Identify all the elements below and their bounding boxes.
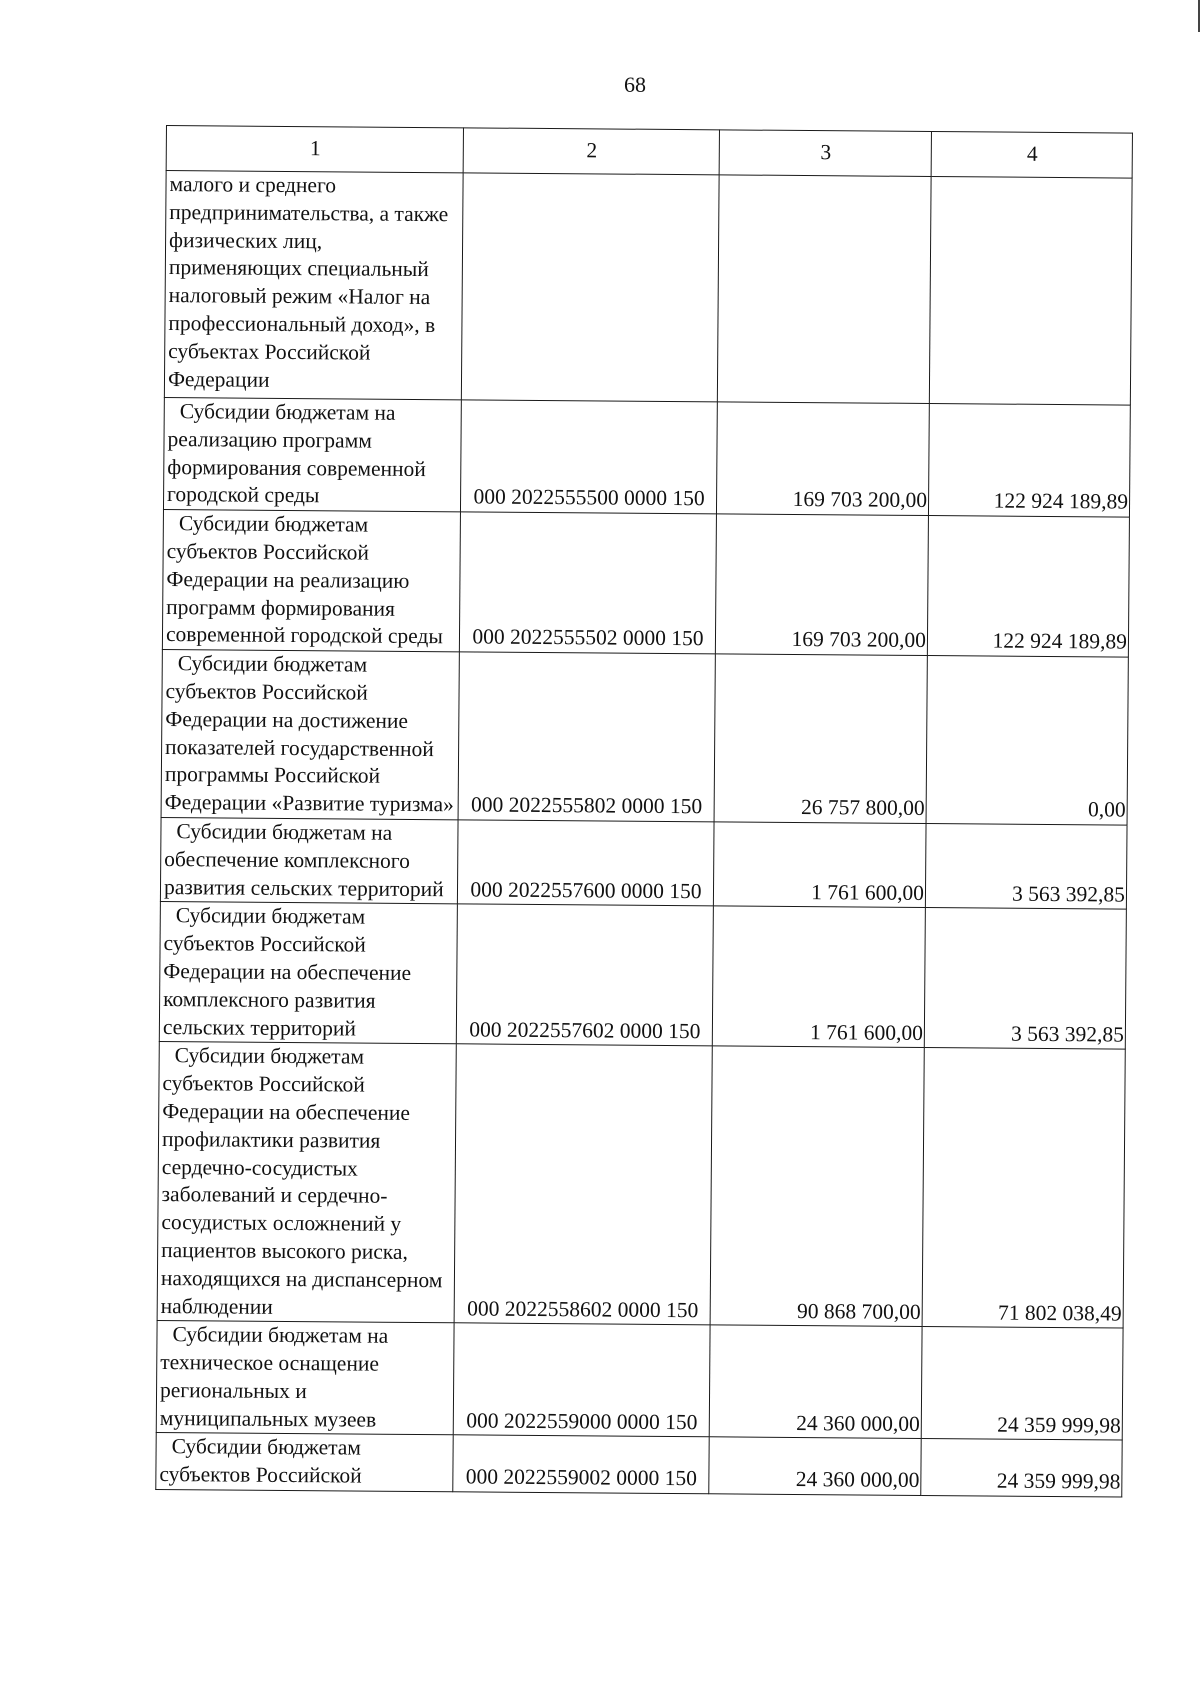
row-value-col3: 1 761 600,00	[712, 906, 925, 1048]
row-name: малого и среднего предпринимательства, а также физических лиц, применяющих специальный налоговый режим «Налог на профессиональный доход», в субъектах Российской Федерации	[164, 171, 463, 400]
table-row	[160, 817, 1127, 909]
row-name: Субсидии бюджетам на обеспечение комплексного развития сельских территорий	[160, 817, 458, 904]
row-value-col4: 3 563 392,85	[925, 823, 1127, 909]
header-row	[166, 126, 1132, 179]
table-row	[162, 510, 1129, 658]
column-header-4: 4	[931, 132, 1132, 179]
row-value-col4: 122 924 189,89	[928, 404, 1130, 518]
row-value-col4: 0,00	[926, 656, 1128, 825]
row-value-col3: 24 360 000,00	[709, 1325, 922, 1439]
row-code: 000 2022559000 0000 150	[453, 1323, 710, 1437]
row-value-col3: 26 757 800,00	[714, 654, 927, 823]
row-value-col4: 71 802 038,49	[922, 1048, 1125, 1329]
page-number: 68	[624, 72, 646, 97]
row-code: 000 2022559002 0000 150	[453, 1435, 709, 1494]
row-code: 000 2022555502 0000 150	[459, 512, 716, 654]
row-value-col3	[717, 175, 931, 404]
table-row	[163, 397, 1130, 517]
column-header-2: 2	[463, 128, 719, 175]
table-row	[156, 1433, 1122, 1497]
row-name: Субсидии бюджетам субъектов Российской Федерации на реализацию программ формирования современной городской среды	[162, 510, 460, 652]
row-value-col3: 24 360 000,00	[709, 1437, 921, 1495]
row-code: 000 2022555802 0000 150	[458, 652, 715, 822]
row-name: Субсидии бюджетам на реализацию программ формирования современной городской среды	[163, 397, 461, 512]
budget-table	[155, 125, 1133, 1498]
row-name: Субсидии бюджетам субъектов Российской	[156, 1433, 453, 1492]
row-value-col4: 122 924 189,89	[927, 516, 1129, 658]
row-name: Субсидии бюджетам на техническое оснащение региональных и муниципальных музеев	[156, 1321, 454, 1436]
row-value-col4: 24 359 999,98	[921, 1439, 1122, 1497]
row-value-col4	[929, 177, 1132, 406]
column-header-3: 3	[719, 130, 931, 177]
table-row	[164, 171, 1132, 406]
column-header-1: 1	[166, 126, 463, 173]
row-value-col4: 3 563 392,85	[924, 908, 1126, 1050]
table-row	[157, 1042, 1125, 1329]
row-name: Субсидии бюджетам субъектов Российской Федерации на обеспечение профилактики развития сердечно-сосудистых заболеваний и сердечно-сосудистых осложнений у пациентов высокого риска, находящихся на диспансерном наблюдении	[157, 1042, 456, 1323]
row-code: 000 2022557602 0000 150	[456, 904, 713, 1046]
table-row	[159, 902, 1126, 1050]
row-value-col3: 169 703 200,00	[716, 402, 929, 516]
table-row	[161, 650, 1128, 825]
table-row	[156, 1321, 1123, 1441]
row-value-col3: 169 703 200,00	[715, 514, 928, 656]
row-value-col4: 24 359 999,98	[921, 1327, 1123, 1441]
row-code: 000 2022557600 0000 150	[457, 820, 714, 906]
row-name: Субсидии бюджетам субъектов Российской Федерации на обеспечение комплексного развития сельских территорий	[159, 902, 457, 1044]
row-code	[461, 173, 719, 402]
row-value-col3: 90 868 700,00	[710, 1046, 924, 1327]
row-code: 000 2022555500 0000 150	[460, 400, 717, 514]
row-name: Субсидии бюджетам субъектов Российской Федерации на достижение показателей государственной программы Российской Федерации «Развитие туризма»	[161, 650, 459, 820]
row-code: 000 2022558602 0000 150	[454, 1044, 712, 1325]
row-value-col3: 1 761 600,00	[713, 822, 926, 908]
